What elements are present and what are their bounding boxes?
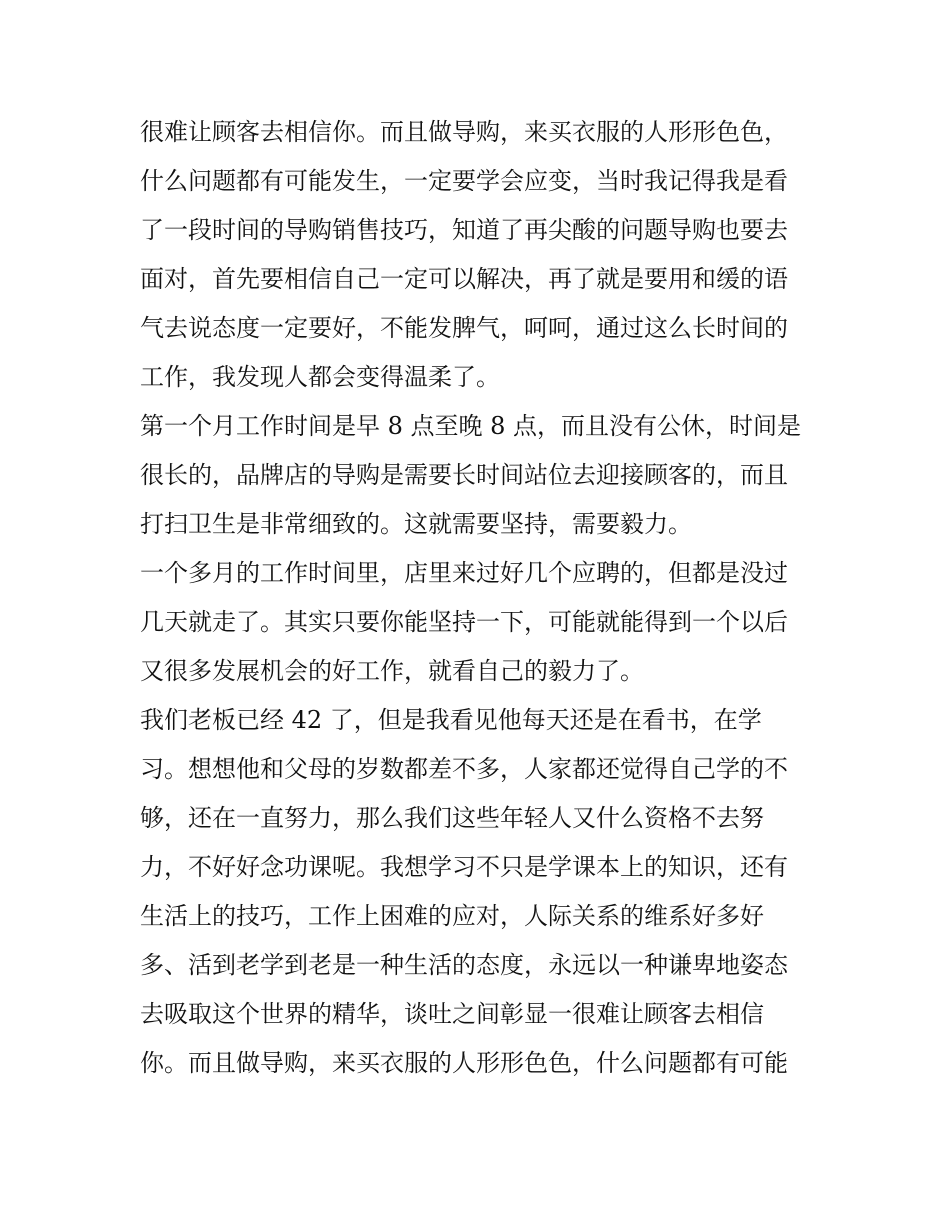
text-line: 又很多发展机会的好工作，就看自己的毅力了。 (140, 657, 644, 685)
text-line: 很长的，品牌店的导购是需要长时间站位去迎接顾客的，而且 (140, 461, 788, 489)
text-line: 生活上的技巧，工作上困难的应对，人际关系的维系好多好 (140, 902, 764, 930)
text-line: 了一段时间的导购销售技巧，知道了再尖酸的问题导购也要去 (140, 216, 788, 244)
text-line: 第一个月工作时间是早 8 点至晚 8 点，而且没有公休，时间是 (140, 412, 802, 440)
text-line: 什么问题都有可能发生，一定要学会应变，当时我记得我是看 (140, 167, 788, 195)
text-line: 面对，首先要相信自己一定可以解决，再了就是要用和缓的语 (140, 265, 788, 293)
text-line: 很难让顾客去相信你。而且做导购，来买衣服的人形形色色， (140, 118, 788, 146)
text-line: 打扫卫生是非常细致的。这就需要坚持，需要毅力。 (140, 510, 692, 538)
text-line: 去吸取这个世界的精华，谈吐之间彰显一很难让顾客去相信 (140, 1000, 764, 1028)
text-line: 一个多月的工作时间里，店里来过好几个应聘的，但都是没过 (140, 559, 788, 587)
text-line: 我们老板已经 42 了，但是我看见他每天还是在看书，在学 (140, 706, 762, 734)
text-line: 你。而且做导购，来买衣服的人形形色色，什么问题都有可能 (140, 1049, 788, 1077)
text-line: 气去说态度一定要好，不能发脾气，呵呵，通过这么长时间的 (140, 314, 788, 342)
text-line: 够，还在一直努力，那么我们这些年轻人又什么资格不去努 (140, 804, 764, 832)
text-line: 几天就走了。其实只要你能坚持一下，可能就能得到一个以后 (140, 608, 788, 636)
body-text (140, 108, 820, 1088)
text-line: 习。想想他和父母的岁数都差不多，人家都还觉得自己学的不 (140, 755, 788, 783)
text-line: 力，不好好念功课呢。我想学习不只是学课本上的知识，还有 (140, 853, 788, 881)
text-line: 多、活到老学到老是一种生活的态度，永远以一种谦卑地姿态 (140, 951, 788, 979)
text-line: 工作，我发现人都会变得温柔了。 (140, 363, 500, 391)
